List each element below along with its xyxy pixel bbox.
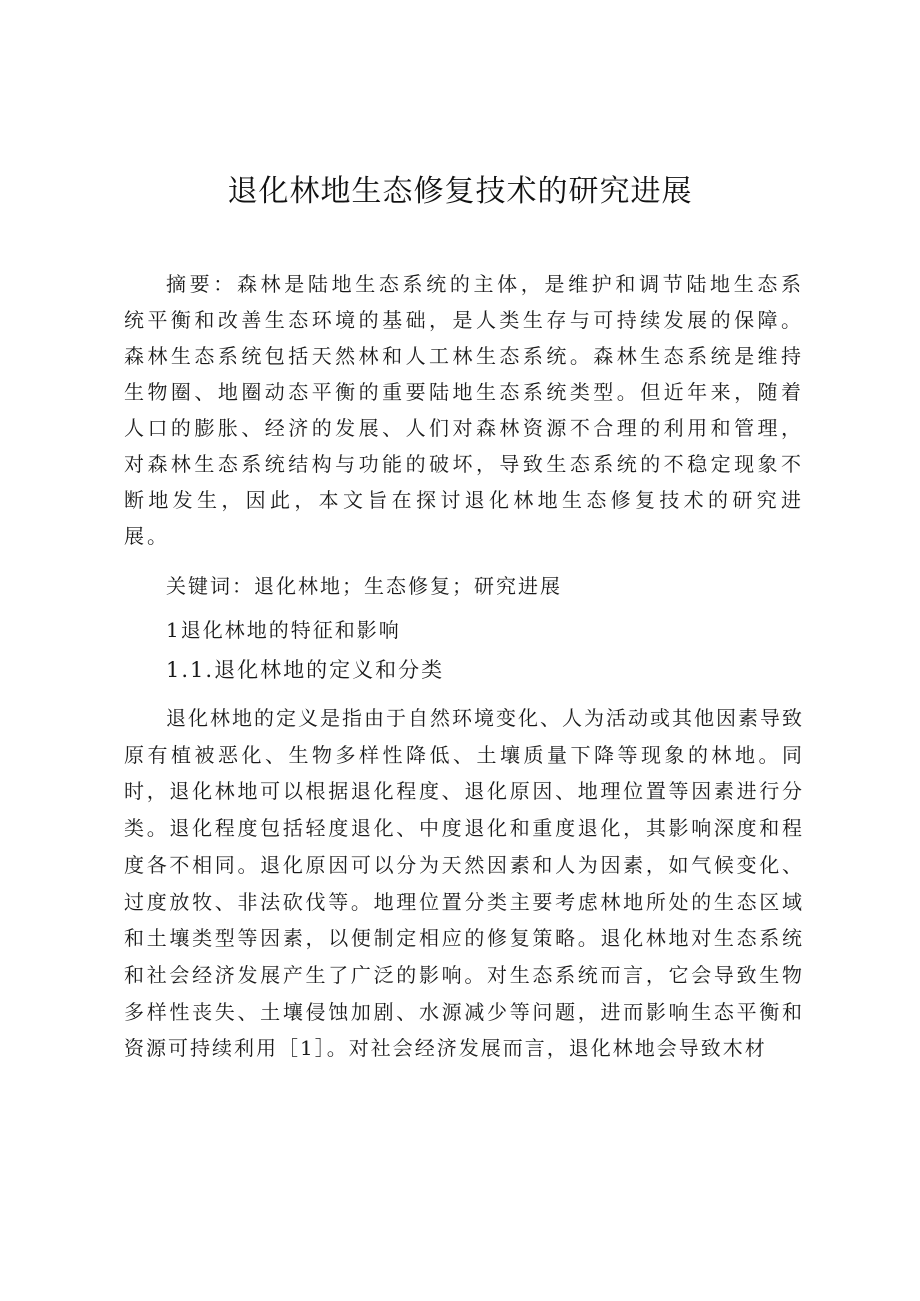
section-heading-1-1: 1.1.退化林地的定义和分类 — [166, 658, 445, 682]
section-heading-1: 1退化林地的特征和影响 — [166, 618, 401, 642]
keywords-line: 关键词：退化林地；生态修复；研究进展 — [166, 574, 562, 598]
body-paragraph: 退化林地的定义是指由于自然环境变化、人为活动或其他因素导致原有植被恶化、生物多样性降低、土壤质量下降等现象的林地。同时，退化林地可以根据退化程度、退化原因、地理位置等因素进行分类。退化程度包括轻度退化、中度退化和重度退化，其影响深度和程度各不相同。退化原因可以分为天然因素和人为因素，如气候变化、过度放牧、非法砍伐等。地理位置分类主要考虑林地所处的生态区域和土壤类型等因素，以便制定相应的修复策略。退化林地对生态系统和社会经济发展产生了广泛的影响。对生态系统而言，它会导致生物多样性丧失、土壤侵蚀加剧、水源减少等问题，进而影响生态平衡和资源可持续利用［1］。对社会经济发展而言，退化林地会导致木材 — [124, 706, 804, 1061]
page-title: 退化林地生态修复技术的研究进展 — [227, 174, 693, 209]
abstract-paragraph: 摘要：森林是陆地生态系统的主体，是维护和调节陆地生态系统平衡和改善生态环境的基础，是人类生存与可持续发展的保障。森林生态系统包括天然林和人工林生态系统。森林生态系统是维持生物圈、地圈动态平衡的重要陆地生态系统类型。但近年来，随着人口的膨胀、经济的发展、人们对森林资源不合理的利用和管理，对森林生态系统结构与功能的破坏，导致生态系统的不稳定现象不断地发生，因此，本文旨在探讨退化林地生态修复技术的研究进展。 — [124, 272, 804, 548]
